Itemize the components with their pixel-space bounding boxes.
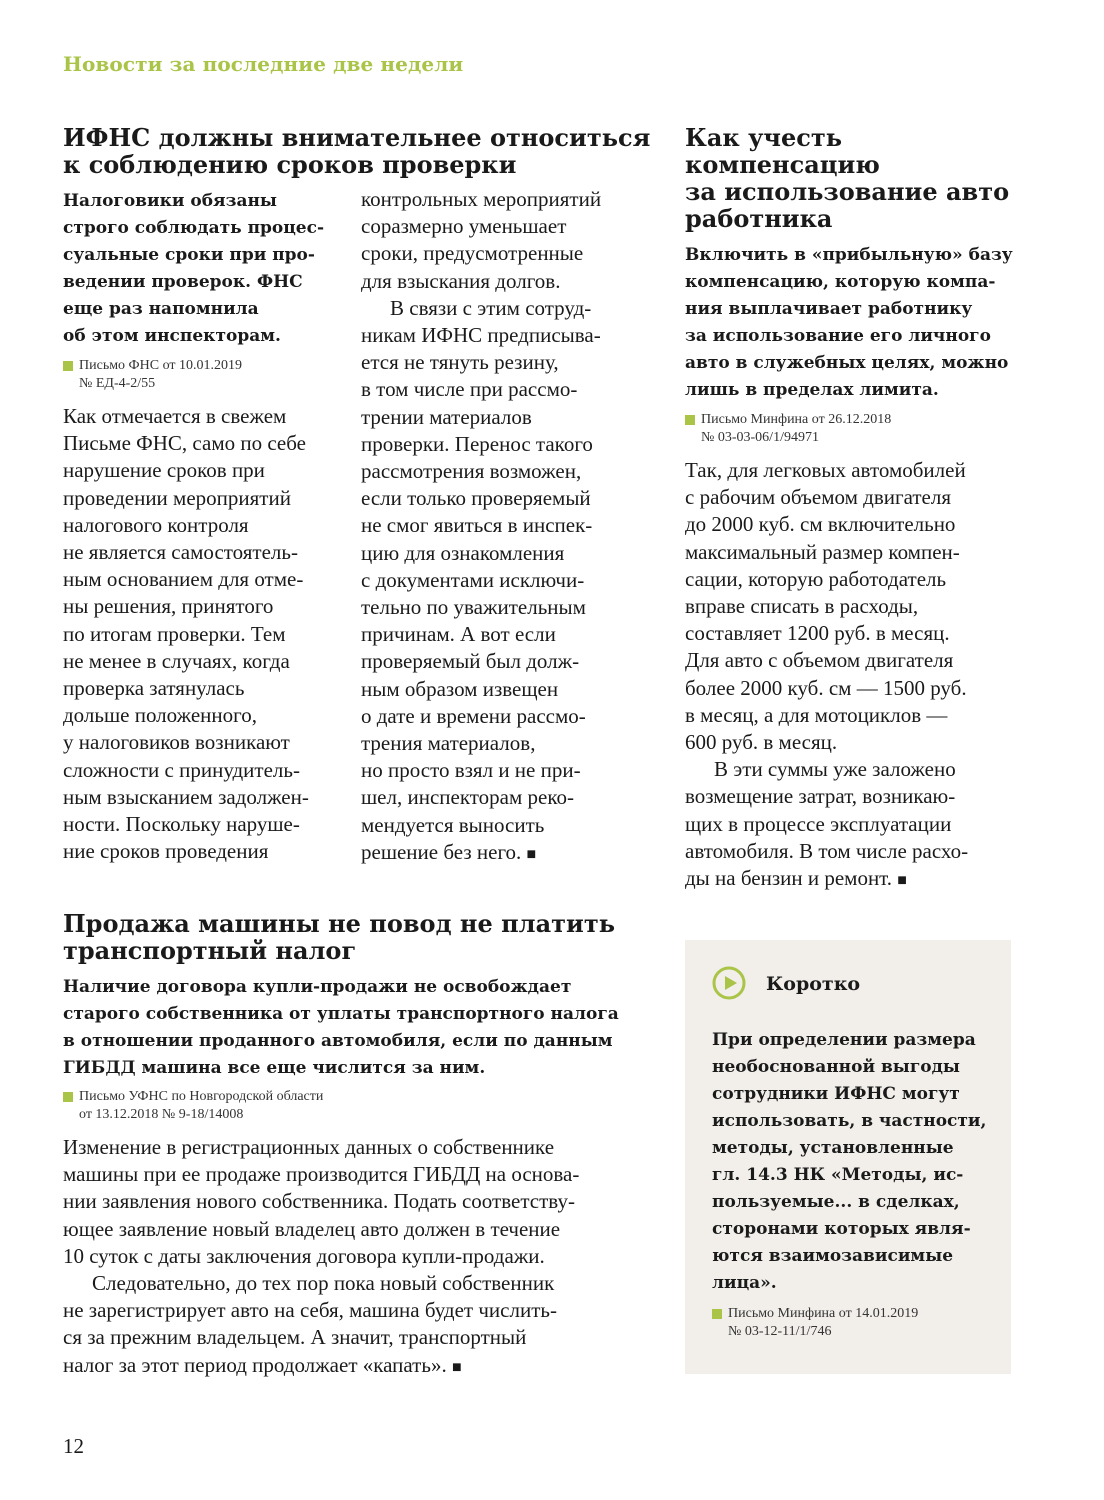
sidebar-line: лица». [712, 1273, 777, 1293]
end-mark-icon: ■ [897, 872, 907, 890]
body-line: трении материалов [361, 404, 532, 429]
body-line: контрольных мероприятий [361, 187, 602, 211]
body-line: максимальный размер компен- [685, 539, 960, 564]
short-news-title: Коротко [766, 973, 861, 995]
article2-title-line: Как учесть [685, 123, 843, 152]
article1-lead-line: еще раз напомнила [63, 299, 259, 319]
body-line: ющее заявление новый владелец авто должен в течение [63, 1216, 561, 1241]
body-line: ности. Поскольку наруше- [63, 812, 300, 837]
article1-lead-line: ведении проверок. ФНС [63, 272, 303, 292]
article3-lead [63, 974, 663, 1082]
body-line-last [685, 865, 1075, 894]
article1-lead-line: об этом инспекторам. [63, 326, 281, 346]
article2-lead-line: лишь в пределах лимита. [685, 380, 939, 400]
article1-column-2 [361, 186, 651, 868]
body-line: Так, для легковых автомобилей [685, 458, 966, 482]
article2-title-line: компенсацию [685, 150, 880, 179]
body-line: по итогам проверки. Тем [63, 621, 286, 646]
body-line-text: налог за этот период продолжает «капать». [63, 1352, 447, 1377]
body-line: причинам. А вот если [361, 622, 556, 647]
bullet-square-icon [712, 1309, 722, 1319]
article1-lead-line: строго соблюдать процес- [63, 218, 325, 238]
body-line: машины при ее продаже производится ГИБДД на основа- [63, 1162, 580, 1187]
body-line: если только проверяемый [361, 486, 591, 511]
bullet-square-icon [63, 1092, 73, 1102]
source-line: Письмо УФНС по Новгородской области [79, 1089, 324, 1104]
body-line: с документами исключи- [361, 567, 585, 592]
body-line: мендуется выносить [361, 812, 545, 837]
article3-title [63, 910, 663, 964]
sidebar-line: ются взаимозависимые [712, 1246, 954, 1266]
body-line: в месяц, а для мотоциклов — [685, 702, 948, 727]
article2-lead-line: компенсацию, которую компа- [685, 272, 996, 292]
body-line: не смог явиться в инспек- [361, 513, 593, 538]
article2-title [685, 124, 1065, 232]
body-line: нии заявления нового собственника. Подать соответству- [63, 1189, 575, 1214]
body-line: о дате и времени рассмо- [361, 703, 586, 728]
body-line: проверки. Перенос такого [361, 431, 593, 456]
body-line: для взыскания долгов. [361, 268, 561, 293]
body-line-text: ды на бензин и ремонт. [685, 866, 893, 891]
sidebar-line: использовать, в частности, [712, 1111, 987, 1131]
article1-lead-line: суальные сроки при про- [63, 245, 315, 265]
body-line: с рабочим объемом двигателя [685, 485, 952, 510]
body-line: ным образом извещен [361, 676, 559, 701]
body-line: соразмерно уменьшает [361, 214, 567, 239]
sidebar-line: гл. 14.3 НК «Методы, ис- [712, 1165, 964, 1185]
body-line: Изменение в регистрационных данных о собственнике [63, 1135, 555, 1159]
bullet-square-icon [685, 415, 695, 425]
body-line: ся за прежним владельцем. А значит, транспортный [63, 1325, 527, 1350]
article1-title [63, 124, 653, 178]
body-line: до 2000 куб. см включительно [685, 512, 956, 537]
body-line: сложности с принудитель- [63, 757, 300, 782]
body-line: ны решения, принятого [63, 594, 274, 619]
article3-source [63, 1088, 323, 1124]
article3-lead-line: Наличие договора купли-продажи не освобождает [63, 977, 572, 997]
body-line: автомобиля. В том числе расхо- [685, 838, 969, 863]
sidebar-line: необоснованной выгоды [712, 1057, 960, 1077]
article3-lead-line: ГИБДД машина все еще числится за ним. [63, 1058, 486, 1078]
body-line: тельно по уважительным [361, 595, 586, 620]
body-line-last [361, 839, 651, 868]
section-title: Новости за последние две недели [63, 52, 464, 76]
body-line: не менее в случаях, когда [63, 648, 290, 673]
article3-body [63, 1134, 663, 1381]
article1-column-1 [63, 403, 348, 865]
short-news-source [712, 1305, 918, 1341]
body-line-last [63, 1352, 663, 1381]
body-line: шел, инспекторам реко- [361, 785, 574, 810]
body-line: проверка затянулась [63, 676, 245, 701]
end-mark-icon: ■ [526, 845, 537, 863]
end-mark-icon: ■ [451, 1358, 462, 1376]
body-line: в том числе при рассмо- [361, 377, 578, 402]
source-line: Письмо Минфина от 14.01.2019 [728, 1306, 919, 1321]
article1-lead-line: Налоговики обязаны [63, 191, 277, 211]
sidebar-line: сотрудники ИФНС могут [712, 1084, 960, 1104]
body-line: сроки, предусмотренные [361, 241, 584, 266]
body-line: у налоговиков возникают [63, 730, 290, 755]
body-line: дольше положенного, [63, 703, 257, 728]
article2-lead-line: за использование его личного [685, 326, 991, 346]
article2-lead-line: авто в служебных целях, можно [685, 353, 1009, 373]
page-number: 12 [63, 1434, 84, 1458]
body-line: В связи с этим сотруд- [390, 295, 592, 320]
body-line: Письме ФНС, само по себе [63, 431, 306, 456]
article2-lead [685, 242, 1075, 404]
article3-lead-line: в отношении проданного автомобиля, если по данным [63, 1031, 613, 1051]
body-line: ется не тянуть резину, [361, 350, 559, 375]
article2-title-line: работника [685, 204, 833, 233]
body-line: В эти суммы уже заложено [714, 757, 956, 782]
body-line: рассмотрения возможен, [361, 459, 582, 484]
body-line: ным основанием для отме- [63, 567, 304, 592]
sidebar-line: пользуемые... в сделках, [712, 1192, 960, 1212]
body-line: цию для ознакомления [361, 540, 565, 565]
body-line: проверяемый был долж- [361, 649, 580, 674]
body-line: проведении мероприятий [63, 485, 291, 510]
body-line: но просто взял и не при- [361, 758, 581, 783]
body-line: нарушение сроков при [63, 458, 265, 483]
body-line: не является самостоятель- [63, 540, 298, 565]
body-line-text: решение без него. [361, 839, 522, 864]
body-line: сации, которую работодатель [685, 566, 947, 591]
article3-title-line: транспортный налог [63, 936, 357, 965]
body-line: Как отмечается в свежем [63, 404, 287, 428]
source-line: Письмо ФНС от 10.01.2019 [79, 358, 243, 373]
body-line: 10 суток с даты заключения договора купли-продажи. [63, 1243, 545, 1268]
body-line: Следовательно, до тех пор пока новый собственник [92, 1271, 555, 1296]
article1-title-line: ИФНС должны внимательнее относиться [63, 123, 651, 152]
body-line: возмещение затрат, возникаю- [685, 784, 956, 809]
body-line: ние сроков проведения [63, 839, 269, 864]
article1-title-line: к соблюдению сроков проверки [63, 150, 517, 179]
source-line: от 13.12.2018 № 9-18/14008 [79, 1107, 244, 1122]
body-line: трения материалов, [361, 731, 536, 756]
article2-lead-line: Включить в «прибыльную» базу [685, 245, 1013, 265]
short-news-body [712, 1027, 1002, 1297]
article2-source [685, 411, 891, 447]
article1-source [63, 357, 242, 393]
source-line: № 03-03-06/1/94971 [701, 430, 819, 445]
sidebar-line: При определении размера [712, 1030, 976, 1050]
body-line: щих в процессе эксплуатации [685, 811, 952, 836]
article2-title-line: за использование авто [685, 177, 1010, 206]
source-line: Письмо Минфина от 26.12.2018 [701, 412, 892, 427]
body-line: составляет 1200 руб. в месяц. [685, 621, 950, 646]
article2-body [685, 457, 1075, 894]
body-line: более 2000 куб. см — 1500 руб. [685, 675, 967, 700]
source-line: № ЕД-4-2/55 [79, 376, 156, 391]
play-icon [712, 966, 746, 1000]
source-line: № 03-12-11/1/746 [728, 1324, 832, 1339]
article2-lead-line: ния выплачивает работнику [685, 299, 973, 319]
body-line: ным взысканием задолжен- [63, 784, 309, 809]
body-line: 600 руб. в месяц. [685, 730, 838, 755]
sidebar-line: методы, установленные [712, 1138, 954, 1158]
sidebar-line: сторонами которых явля- [712, 1219, 971, 1239]
body-line: вправе списать в расходы, [685, 594, 919, 619]
bullet-square-icon [63, 361, 73, 371]
article3-title-line: Продажа машины не повод не платить [63, 909, 615, 938]
body-line: не зарегистрирует авто на себя, машина будет числить- [63, 1298, 557, 1323]
body-line: никам ИФНС предписыва- [361, 323, 601, 348]
body-line: Для авто с объемом двигателя [685, 648, 954, 673]
article3-lead-line: старого собственника от уплаты транспортного налога [63, 1004, 619, 1024]
article1-lead [63, 188, 348, 350]
body-line: налогового контроля [63, 512, 249, 537]
